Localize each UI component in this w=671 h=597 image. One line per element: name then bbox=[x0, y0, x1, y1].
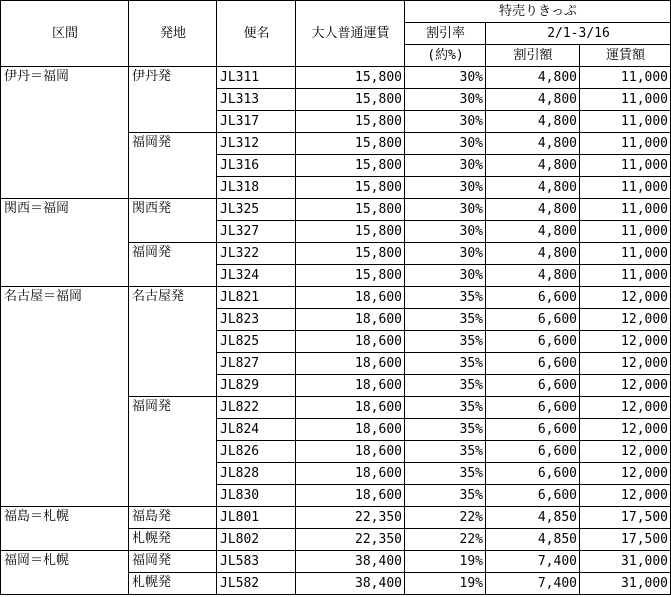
special-fare: 12,000 bbox=[580, 287, 671, 309]
special-fare: 12,000 bbox=[580, 397, 671, 419]
flight-number: JL824 bbox=[217, 419, 296, 441]
discount-amount: 6,600 bbox=[486, 309, 580, 331]
origin-name: 伊丹発 bbox=[129, 67, 217, 133]
route-name: 名古屋＝福岡 bbox=[1, 287, 129, 507]
adult-fare: 15,800 bbox=[296, 199, 405, 221]
adult-fare: 15,800 bbox=[296, 155, 405, 177]
discount-rate: 35% bbox=[405, 375, 486, 397]
flight-number: JL316 bbox=[217, 155, 296, 177]
table-row bbox=[1, 551, 671, 573]
adult-fare: 18,600 bbox=[296, 441, 405, 463]
flight-number: JL311 bbox=[217, 67, 296, 89]
flight-number: JL828 bbox=[217, 463, 296, 485]
origin-name: 福岡発 bbox=[129, 133, 217, 199]
flight-number: JL327 bbox=[217, 221, 296, 243]
discount-amount: 6,600 bbox=[486, 353, 580, 375]
discount-rate: 30% bbox=[405, 111, 486, 133]
special-fare: 31,000 bbox=[580, 573, 671, 595]
discount-amount: 4,800 bbox=[486, 89, 580, 111]
discount-rate: 30% bbox=[405, 155, 486, 177]
discount-rate: 35% bbox=[405, 309, 486, 331]
discount-rate: 35% bbox=[405, 287, 486, 309]
adult-fare: 15,800 bbox=[296, 221, 405, 243]
discount-amount: 6,600 bbox=[486, 441, 580, 463]
discount-amount: 4,800 bbox=[486, 199, 580, 221]
flight-number: JL822 bbox=[217, 397, 296, 419]
adult-fare: 18,600 bbox=[296, 331, 405, 353]
route-name: 伊丹＝福岡 bbox=[1, 67, 129, 199]
discount-amount: 4,800 bbox=[486, 111, 580, 133]
discount-rate: 35% bbox=[405, 441, 486, 463]
discount-rate: 22% bbox=[405, 507, 486, 529]
discount-rate: 22% bbox=[405, 529, 486, 551]
discount-amount: 6,600 bbox=[486, 485, 580, 507]
flight-number: JL313 bbox=[217, 89, 296, 111]
special-fare: 11,000 bbox=[580, 67, 671, 89]
flight-number: JL830 bbox=[217, 485, 296, 507]
discount-amount: 4,850 bbox=[486, 529, 580, 551]
table-row bbox=[1, 199, 671, 221]
discount-amount: 4,800 bbox=[486, 243, 580, 265]
origin-name: 札幌発 bbox=[129, 573, 217, 595]
discount-rate: 30% bbox=[405, 199, 486, 221]
origin-name: 名古屋発 bbox=[129, 287, 217, 397]
discount-amount: 6,600 bbox=[486, 419, 580, 441]
header-fare: 運賃額 bbox=[580, 45, 671, 67]
adult-fare: 18,600 bbox=[296, 485, 405, 507]
discount-amount: 4,800 bbox=[486, 133, 580, 155]
discount-rate: 35% bbox=[405, 463, 486, 485]
flight-number: JL583 bbox=[217, 551, 296, 573]
origin-name: 福岡発 bbox=[129, 243, 217, 287]
discount-rate: 19% bbox=[405, 551, 486, 573]
flight-number: JL827 bbox=[217, 353, 296, 375]
header-flight: 便名 bbox=[217, 1, 296, 67]
discount-rate: 35% bbox=[405, 331, 486, 353]
special-fare: 12,000 bbox=[580, 331, 671, 353]
header-discount-amount: 割引額 bbox=[486, 45, 580, 67]
table-row bbox=[1, 507, 671, 529]
special-fare: 11,000 bbox=[580, 177, 671, 199]
discount-amount: 6,600 bbox=[486, 463, 580, 485]
discount-rate: 30% bbox=[405, 221, 486, 243]
flight-number: JL825 bbox=[217, 331, 296, 353]
discount-rate: 35% bbox=[405, 485, 486, 507]
adult-fare: 15,800 bbox=[296, 265, 405, 287]
discount-amount: 7,400 bbox=[486, 573, 580, 595]
adult-fare: 15,800 bbox=[296, 111, 405, 133]
adult-fare: 18,600 bbox=[296, 463, 405, 485]
special-fare: 17,500 bbox=[580, 507, 671, 529]
special-fare: 11,000 bbox=[580, 111, 671, 133]
discount-amount: 4,800 bbox=[486, 221, 580, 243]
adult-fare: 15,800 bbox=[296, 89, 405, 111]
special-fare: 12,000 bbox=[580, 375, 671, 397]
adult-fare: 18,600 bbox=[296, 353, 405, 375]
adult-fare: 18,600 bbox=[296, 397, 405, 419]
special-fare: 11,000 bbox=[580, 89, 671, 111]
special-fare: 12,000 bbox=[580, 441, 671, 463]
discount-rate: 30% bbox=[405, 89, 486, 111]
header-origin: 発地 bbox=[129, 1, 217, 67]
flight-number: JL802 bbox=[217, 529, 296, 551]
discount-amount: 4,800 bbox=[486, 155, 580, 177]
header-special-ticket: 特売りきっぷ bbox=[405, 1, 671, 23]
discount-rate: 30% bbox=[405, 177, 486, 199]
discount-amount: 4,800 bbox=[486, 67, 580, 89]
adult-fare: 38,400 bbox=[296, 573, 405, 595]
table-row bbox=[1, 287, 671, 309]
discount-rate: 30% bbox=[405, 133, 486, 155]
special-fare: 17,500 bbox=[580, 529, 671, 551]
discount-rate: 30% bbox=[405, 67, 486, 89]
route-name: 福岡＝札幌 bbox=[1, 551, 129, 595]
origin-name: 福岡発 bbox=[129, 551, 217, 573]
flight-number: JL582 bbox=[217, 573, 296, 595]
discount-rate: 35% bbox=[405, 397, 486, 419]
route-name: 福島＝札幌 bbox=[1, 507, 129, 551]
special-fare: 12,000 bbox=[580, 485, 671, 507]
origin-name: 札幌発 bbox=[129, 529, 217, 551]
flight-number: JL317 bbox=[217, 111, 296, 133]
special-fare: 12,000 bbox=[580, 463, 671, 485]
adult-fare: 22,350 bbox=[296, 507, 405, 529]
adult-fare: 15,800 bbox=[296, 133, 405, 155]
special-fare: 12,000 bbox=[580, 309, 671, 331]
adult-fare: 18,600 bbox=[296, 419, 405, 441]
discount-amount: 4,850 bbox=[486, 507, 580, 529]
header-period: 2/1-3/16 bbox=[486, 23, 671, 45]
adult-fare: 15,800 bbox=[296, 67, 405, 89]
header-discount-rate: 割引率 bbox=[405, 23, 486, 45]
header-adult-fare: 大人普通運賃 bbox=[296, 1, 405, 67]
flight-number: JL318 bbox=[217, 177, 296, 199]
flight-number: JL324 bbox=[217, 265, 296, 287]
flight-number: JL312 bbox=[217, 133, 296, 155]
header-section: 区間 bbox=[1, 1, 129, 67]
special-fare: 11,000 bbox=[580, 265, 671, 287]
flight-number: JL801 bbox=[217, 507, 296, 529]
discount-rate: 30% bbox=[405, 265, 486, 287]
discount-rate: 35% bbox=[405, 419, 486, 441]
adult-fare: 22,350 bbox=[296, 529, 405, 551]
origin-name: 福岡発 bbox=[129, 397, 217, 507]
special-fare: 12,000 bbox=[580, 353, 671, 375]
discount-amount: 6,600 bbox=[486, 397, 580, 419]
adult-fare: 18,600 bbox=[296, 287, 405, 309]
discount-amount: 4,800 bbox=[486, 177, 580, 199]
table-row bbox=[1, 67, 671, 89]
special-fare: 11,000 bbox=[580, 243, 671, 265]
adult-fare: 15,800 bbox=[296, 177, 405, 199]
special-fare: 11,000 bbox=[580, 133, 671, 155]
special-fare: 11,000 bbox=[580, 155, 671, 177]
discount-amount: 4,800 bbox=[486, 265, 580, 287]
discount-amount: 6,600 bbox=[486, 287, 580, 309]
adult-fare: 18,600 bbox=[296, 309, 405, 331]
flight-number: JL829 bbox=[217, 375, 296, 397]
table-body bbox=[1, 67, 671, 595]
adult-fare: 38,400 bbox=[296, 551, 405, 573]
header-approx-pct: (約%) bbox=[405, 45, 486, 67]
flight-number: JL821 bbox=[217, 287, 296, 309]
special-fare: 11,000 bbox=[580, 199, 671, 221]
special-fare: 31,000 bbox=[580, 551, 671, 573]
flight-number: JL325 bbox=[217, 199, 296, 221]
origin-name: 関西発 bbox=[129, 199, 217, 243]
special-fare: 12,000 bbox=[580, 419, 671, 441]
adult-fare: 15,800 bbox=[296, 243, 405, 265]
flight-number: JL823 bbox=[217, 309, 296, 331]
discount-amount: 6,600 bbox=[486, 331, 580, 353]
discount-amount: 7,400 bbox=[486, 551, 580, 573]
route-name: 関西＝福岡 bbox=[1, 199, 129, 287]
discount-rate: 35% bbox=[405, 353, 486, 375]
origin-name: 福島発 bbox=[129, 507, 217, 529]
flight-number: JL826 bbox=[217, 441, 296, 463]
adult-fare: 18,600 bbox=[296, 375, 405, 397]
discount-rate: 19% bbox=[405, 573, 486, 595]
table-header bbox=[1, 1, 671, 67]
discount-rate: 30% bbox=[405, 243, 486, 265]
special-fare: 11,000 bbox=[580, 221, 671, 243]
discount-amount: 6,600 bbox=[486, 375, 580, 397]
flight-number: JL322 bbox=[217, 243, 296, 265]
